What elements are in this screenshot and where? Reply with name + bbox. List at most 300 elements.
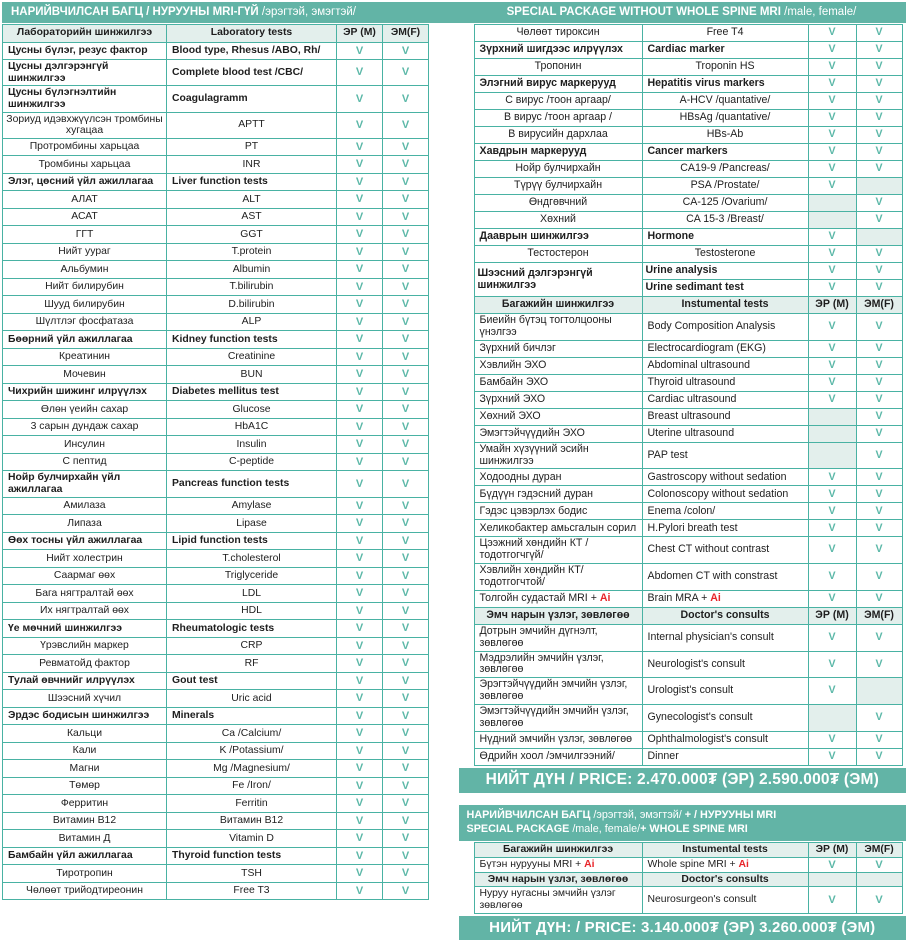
check-female-text: V bbox=[875, 77, 883, 90]
check-female-text: V bbox=[401, 193, 410, 206]
test-name-mn-text: АЛАТ bbox=[71, 193, 98, 205]
test-name-mn-text: Хэвлийн хөндийн КТ/ тодотгогчтой/ bbox=[479, 564, 584, 589]
check-female bbox=[383, 261, 429, 279]
test-name-en bbox=[642, 408, 808, 425]
table-row bbox=[474, 651, 902, 678]
check-female bbox=[383, 436, 429, 454]
table-row bbox=[474, 469, 902, 486]
page-header-band bbox=[2, 2, 906, 23]
check-female-text: V bbox=[401, 368, 410, 381]
check-male-text: V bbox=[355, 263, 364, 276]
check-male-text: V bbox=[355, 587, 364, 600]
check-female-text: V bbox=[401, 333, 410, 346]
test-name-en-text: Thyroid function tests bbox=[172, 850, 282, 862]
table-row bbox=[3, 777, 429, 795]
check-male-text: V bbox=[828, 392, 836, 405]
check-female-text: V bbox=[401, 674, 410, 687]
test-name-en bbox=[167, 208, 337, 226]
test-name-en-text: Instumental tests bbox=[682, 843, 768, 855]
check-male-text: V bbox=[355, 867, 364, 880]
check-male bbox=[337, 243, 383, 261]
test-name-en-text: BUN bbox=[240, 368, 263, 380]
check-male-text: V bbox=[828, 341, 836, 354]
column-header-female bbox=[383, 25, 429, 43]
test-name-en bbox=[642, 178, 808, 195]
test-name-mn bbox=[474, 503, 642, 520]
test-name-mn-text: Чөлөөт трийодтиреонин bbox=[26, 885, 143, 897]
test-name-mn bbox=[3, 830, 167, 848]
check-male bbox=[337, 742, 383, 760]
table-row bbox=[474, 857, 902, 872]
check-female bbox=[856, 246, 902, 263]
check-female-text: V bbox=[401, 744, 410, 757]
column-header-female-text: ЭМ(F) bbox=[864, 843, 894, 855]
test-name-en-text: CRP bbox=[240, 640, 263, 652]
test-name-en bbox=[642, 624, 808, 651]
test-name-en-text: LDL bbox=[241, 587, 262, 599]
test-name-en-text: Chest CT without contrast bbox=[647, 543, 770, 556]
check-female bbox=[856, 93, 902, 110]
test-name-en bbox=[642, 144, 808, 161]
check-male-text: V bbox=[828, 319, 836, 332]
check-female bbox=[856, 110, 902, 127]
check-male-text: V bbox=[355, 552, 364, 565]
test-name-mn bbox=[474, 314, 642, 341]
test-name-mn bbox=[3, 882, 167, 900]
check-female-text: V bbox=[875, 60, 883, 73]
test-name-mn-text: Бамбайн үйл ажиллагаа bbox=[8, 850, 133, 862]
check-male bbox=[337, 725, 383, 743]
test-name-mn bbox=[474, 469, 642, 486]
check-female bbox=[856, 503, 902, 520]
check-female bbox=[856, 731, 902, 748]
test-name-en-text: CA-125 /Ovarium/ bbox=[682, 196, 768, 209]
check-female bbox=[856, 76, 902, 93]
check-male bbox=[337, 60, 383, 86]
check-female-text: V bbox=[875, 543, 883, 556]
check-female bbox=[856, 127, 902, 144]
check-male bbox=[808, 161, 856, 178]
test-name-en bbox=[167, 366, 337, 384]
test-name-mn-text: Чихрийн шижинг илрүүлэх bbox=[8, 386, 147, 398]
table-row bbox=[474, 887, 902, 913]
test-name-en bbox=[642, 857, 808, 872]
check-female bbox=[383, 173, 429, 191]
check-female-text: V bbox=[401, 158, 410, 171]
test-name-en-text: Insulin bbox=[236, 438, 267, 450]
check-female-text: V bbox=[875, 893, 883, 906]
test-name-mn bbox=[474, 25, 642, 42]
table-row bbox=[474, 590, 902, 607]
test-name-en-text: Diabetes mellitus test bbox=[172, 386, 279, 398]
test-name-mn bbox=[3, 777, 167, 795]
check-female bbox=[383, 882, 429, 900]
test-name-en-text: T.cholesterol bbox=[222, 552, 281, 564]
check-female-text: V bbox=[401, 849, 410, 862]
test-name-mn bbox=[474, 246, 642, 263]
check-male-text: V bbox=[355, 403, 364, 416]
check-female bbox=[383, 366, 429, 384]
test-name-en bbox=[642, 212, 808, 229]
check-male bbox=[337, 86, 383, 112]
check-male-text: V bbox=[355, 534, 364, 547]
test-name-mn bbox=[474, 748, 642, 765]
check-female-text: V bbox=[401, 709, 410, 722]
table-row bbox=[474, 442, 902, 469]
check-male bbox=[337, 471, 383, 497]
pkg2-l1-normal: /эрэгтэй, эмэгтэй/ bbox=[593, 808, 685, 821]
ai-label: Ai bbox=[599, 591, 611, 604]
column-header-male bbox=[808, 607, 856, 624]
package2-title-line1 bbox=[467, 808, 898, 823]
test-name-en-text: Amylase bbox=[231, 500, 272, 512]
table-row bbox=[474, 486, 902, 503]
test-name-en-text: Whole spine MRI + bbox=[647, 858, 739, 870]
test-name-mn bbox=[3, 366, 167, 384]
table-row bbox=[3, 532, 429, 550]
check-male-text: V bbox=[355, 849, 364, 862]
check-male bbox=[808, 678, 856, 705]
test-name-en-text: Lipid function tests bbox=[172, 535, 268, 547]
check-male-text: V bbox=[828, 657, 836, 670]
check-male bbox=[337, 620, 383, 638]
test-name-en bbox=[167, 25, 337, 43]
test-name-mn bbox=[3, 60, 167, 86]
test-name-mn bbox=[474, 651, 642, 678]
check-male-text: V bbox=[355, 245, 364, 258]
test-name-en bbox=[642, 887, 808, 913]
check-male bbox=[808, 110, 856, 127]
check-male bbox=[337, 208, 383, 226]
check-male-text: V bbox=[828, 281, 836, 294]
check-female bbox=[383, 313, 429, 331]
test-name-mn-text: Нуруу нугасны эмчийн үзлэг зөвлөгөө bbox=[479, 888, 616, 912]
test-name-mn bbox=[474, 144, 642, 161]
test-name-en bbox=[167, 471, 337, 497]
test-name-mn-text: Элэг, цөсний үйл ажиллагаа bbox=[8, 176, 154, 188]
test-name-mn-text: Чөлөөт тироксин bbox=[516, 26, 600, 39]
check-female-text: V bbox=[875, 358, 883, 371]
check-female-text: V bbox=[401, 569, 410, 582]
test-name-en bbox=[642, 537, 808, 564]
check-male bbox=[337, 602, 383, 620]
check-female bbox=[856, 340, 902, 357]
check-male-text: V bbox=[355, 477, 364, 490]
test-name-mn-text: Кальци bbox=[66, 727, 103, 739]
test-name-en bbox=[642, 25, 808, 42]
check-female bbox=[383, 602, 429, 620]
test-name-en bbox=[167, 138, 337, 156]
test-name-en-text: HBs-Ab bbox=[706, 128, 744, 141]
test-name-en bbox=[167, 173, 337, 191]
test-name-mn-text: Тромбины харьцаа bbox=[38, 158, 131, 170]
test-name-mn bbox=[3, 847, 167, 865]
table-row bbox=[3, 261, 429, 279]
test-name-en-text: Pancreas function tests bbox=[172, 478, 290, 490]
check-male-text: V bbox=[828, 145, 836, 158]
check-male-text: V bbox=[355, 420, 364, 433]
test-name-mn-text: Магни bbox=[69, 762, 100, 774]
check-male bbox=[808, 127, 856, 144]
check-female bbox=[383, 418, 429, 436]
table-row bbox=[3, 760, 429, 778]
check-male-text: V bbox=[828, 858, 836, 871]
test-name-en-text: Cancer markers bbox=[647, 145, 728, 158]
check-male bbox=[337, 401, 383, 419]
check-male bbox=[808, 263, 856, 280]
table-row bbox=[3, 742, 429, 760]
check-female-text: V bbox=[875, 858, 883, 871]
test-name-en bbox=[167, 830, 337, 848]
table-row bbox=[3, 497, 429, 515]
test-name-en-text: HbA1C bbox=[234, 421, 269, 433]
ai-label: Ai bbox=[738, 858, 749, 870]
test-name-mn-text: Үе мөчний шинжилгээ bbox=[8, 622, 122, 634]
test-name-en-text: HDL bbox=[241, 605, 262, 617]
lab-tests-table bbox=[2, 24, 429, 900]
test-name-mn bbox=[3, 331, 167, 349]
test-name-mn-text: Протромбины харьцаа bbox=[29, 141, 140, 153]
test-name-mn bbox=[474, 520, 642, 537]
check-male-text: V bbox=[355, 814, 364, 827]
table-row bbox=[3, 847, 429, 865]
check-female bbox=[856, 144, 902, 161]
test-name-mn-text: Шүлтлэг фосфатаза bbox=[35, 316, 134, 328]
section-header-row bbox=[474, 297, 902, 314]
table-row bbox=[3, 725, 429, 743]
table-row bbox=[3, 655, 429, 673]
test-name-en-text: Витамин В12 bbox=[219, 815, 284, 827]
ai-label: Ai bbox=[584, 858, 595, 870]
column-header-female bbox=[856, 872, 902, 887]
check-male bbox=[808, 469, 856, 486]
check-male-text: V bbox=[828, 470, 836, 483]
check-female bbox=[383, 725, 429, 743]
check-female bbox=[856, 520, 902, 537]
test-name-en bbox=[167, 296, 337, 314]
check-male-text: V bbox=[355, 210, 364, 223]
test-name-mn-text: Саармаг өөх bbox=[53, 570, 116, 582]
test-name-mn bbox=[474, 624, 642, 651]
test-name-mn bbox=[3, 655, 167, 673]
test-name-en-text: Neurologist's consult bbox=[647, 657, 745, 670]
test-name-mn-text: Өндгөвчний bbox=[528, 196, 588, 209]
check-male-text: V bbox=[828, 375, 836, 388]
test-name-en bbox=[642, 229, 808, 246]
check-male bbox=[337, 261, 383, 279]
test-name-mn-text: Эмэгтэйчүүдийн эмчийн үзлэг, зөвлөгөө bbox=[479, 705, 629, 729]
test-name-en bbox=[642, 59, 808, 76]
test-name-mn bbox=[3, 567, 167, 585]
test-name-mn-text: Их нягтралтай өөх bbox=[40, 605, 129, 617]
section-header-row bbox=[474, 872, 902, 887]
check-female-text: V bbox=[401, 263, 410, 276]
table-row bbox=[474, 263, 902, 280]
check-female bbox=[856, 624, 902, 651]
check-male bbox=[808, 486, 856, 503]
check-male-text: V bbox=[828, 77, 836, 90]
test-name-en-text: Neurosurgeon's consult bbox=[647, 894, 757, 906]
check-female-text: V bbox=[401, 534, 410, 547]
test-name-mn-text: Ходоодны дуран bbox=[479, 470, 562, 483]
test-name-en-text: TSH bbox=[241, 867, 262, 879]
test-name-en bbox=[167, 795, 337, 813]
test-name-en bbox=[642, 503, 808, 520]
check-male bbox=[808, 25, 856, 42]
pkg2-l2-bold2: + WHOLE SPINE MRI bbox=[640, 823, 748, 836]
test-name-mn bbox=[3, 760, 167, 778]
check-male-text: V bbox=[828, 162, 836, 175]
test-name-mn-text: Дааврын шинжилгээ bbox=[479, 230, 589, 243]
test-name-mn-text: Хавдрын маркерууд bbox=[479, 145, 587, 158]
check-male-text: V bbox=[355, 228, 364, 241]
test-name-mn-text: Кали bbox=[72, 745, 97, 757]
test-name-en bbox=[642, 607, 808, 624]
test-name-mn-text: Багажийн шинжилгээ bbox=[502, 843, 614, 855]
check-male-text: V bbox=[355, 797, 364, 810]
test-name-en bbox=[642, 110, 808, 127]
test-name-mn bbox=[3, 313, 167, 331]
check-female bbox=[856, 280, 902, 297]
test-name-en-text: Coagulagramm bbox=[172, 93, 248, 105]
test-name-mn bbox=[3, 42, 167, 60]
test-name-en bbox=[642, 469, 808, 486]
spine-mri-table bbox=[474, 842, 903, 914]
test-name-en-text: Thyroid ultrasound bbox=[647, 375, 736, 388]
check-female-text: V bbox=[401, 692, 410, 705]
test-name-mn bbox=[3, 637, 167, 655]
test-name-en bbox=[642, 127, 808, 144]
test-name-en bbox=[167, 86, 337, 112]
test-name-en-text: Uric acid bbox=[231, 692, 272, 704]
check-female bbox=[383, 348, 429, 366]
check-female bbox=[383, 191, 429, 209]
package2-header-band bbox=[459, 805, 906, 841]
check-male bbox=[337, 226, 383, 244]
test-name-en bbox=[167, 515, 337, 533]
test-name-en bbox=[167, 278, 337, 296]
test-name-en-text: Abdomen CT with constrast bbox=[647, 570, 778, 583]
test-name-mn-text: Өдрийн хоол /эмчилгээний/ bbox=[479, 749, 615, 762]
check-male-text: V bbox=[828, 504, 836, 517]
check-male-text: V bbox=[355, 92, 364, 105]
test-name-en bbox=[167, 383, 337, 401]
test-name-en-text: Glucose bbox=[232, 403, 271, 415]
check-male-text: V bbox=[355, 517, 364, 530]
table-row bbox=[3, 690, 429, 708]
test-name-en-text: Internal physician's consult bbox=[647, 630, 774, 643]
check-female bbox=[383, 690, 429, 708]
test-name-mn bbox=[474, 263, 642, 297]
check-male bbox=[337, 366, 383, 384]
test-name-mn-text: Зориуд идэвхжүүлсэн тромбины хугацаа bbox=[6, 113, 163, 137]
test-name-en-text: Rheumatologic tests bbox=[172, 622, 275, 634]
check-female bbox=[383, 742, 429, 760]
check-female-text: V bbox=[401, 298, 410, 311]
test-name-en-text: Gout test bbox=[172, 675, 218, 687]
check-female-text: V bbox=[401, 884, 410, 897]
check-male bbox=[808, 731, 856, 748]
test-name-mn bbox=[474, 705, 642, 732]
check-female bbox=[383, 830, 429, 848]
price-banner-1 bbox=[459, 768, 906, 793]
table-row bbox=[3, 453, 429, 471]
check-female-text: V bbox=[875, 749, 883, 762]
test-name-mn-text: Зүрхний ЭХО bbox=[479, 392, 546, 405]
table-row bbox=[3, 865, 429, 883]
spine-mri-package bbox=[459, 805, 906, 940]
test-name-mn-text: ГГТ bbox=[75, 228, 94, 240]
check-male bbox=[808, 503, 856, 520]
table-row bbox=[474, 678, 902, 705]
test-name-mn bbox=[3, 725, 167, 743]
check-female bbox=[856, 391, 902, 408]
check-female bbox=[856, 486, 902, 503]
check-female-text: V bbox=[875, 213, 883, 226]
right-title-normal: /male, female/ bbox=[784, 6, 857, 18]
test-name-mn bbox=[474, 842, 642, 857]
table-row bbox=[3, 637, 429, 655]
check-female bbox=[383, 812, 429, 830]
test-name-en bbox=[167, 637, 337, 655]
test-name-en-text: Urine analysis bbox=[645, 264, 718, 277]
table-row bbox=[3, 226, 429, 244]
test-name-en bbox=[167, 847, 337, 865]
check-female bbox=[856, 442, 902, 469]
test-name-en-text: Ophthalmologist's consult bbox=[647, 732, 768, 745]
table-row bbox=[3, 313, 429, 331]
test-name-mn-text: Липаза bbox=[67, 517, 102, 529]
check-male bbox=[337, 550, 383, 568]
test-name-en-text: Liver function tests bbox=[172, 176, 268, 188]
test-name-mn-text: Альбумин bbox=[60, 263, 109, 275]
test-name-mn bbox=[474, 374, 642, 391]
test-name-mn-text: АСАТ bbox=[71, 211, 98, 223]
table-row bbox=[3, 401, 429, 419]
test-name-en-text: Fe /Iron/ bbox=[232, 780, 271, 792]
test-name-en bbox=[167, 331, 337, 349]
test-name-mn bbox=[474, 212, 642, 229]
check-male bbox=[337, 42, 383, 60]
test-name-en bbox=[642, 246, 808, 263]
right-package-title bbox=[457, 2, 906, 23]
table-row bbox=[474, 731, 902, 748]
test-name-mn bbox=[474, 486, 642, 503]
check-female-text: V bbox=[401, 797, 410, 810]
special-package-table bbox=[474, 24, 903, 766]
check-male-text: V bbox=[828, 111, 836, 124]
check-female bbox=[383, 655, 429, 673]
test-name-en-text: Cardiac marker bbox=[647, 43, 725, 56]
check-male bbox=[808, 425, 856, 442]
check-female-text: V bbox=[401, 280, 410, 293]
test-name-mn bbox=[3, 383, 167, 401]
check-male-text: V bbox=[355, 175, 364, 188]
check-male-text: V bbox=[828, 128, 836, 141]
check-male-text: V bbox=[355, 280, 364, 293]
test-name-mn bbox=[474, 408, 642, 425]
test-name-en bbox=[642, 748, 808, 765]
table-row bbox=[474, 195, 902, 212]
check-female-text: V bbox=[875, 426, 883, 439]
check-female bbox=[383, 471, 429, 497]
test-name-mn bbox=[3, 25, 167, 43]
test-name-mn-text: Гэдэс цэвэрлэх бодис bbox=[479, 504, 588, 517]
check-male-text: V bbox=[355, 119, 364, 132]
check-male bbox=[337, 313, 383, 331]
test-name-en-text: Dinner bbox=[647, 749, 679, 762]
test-name-en bbox=[167, 42, 337, 60]
